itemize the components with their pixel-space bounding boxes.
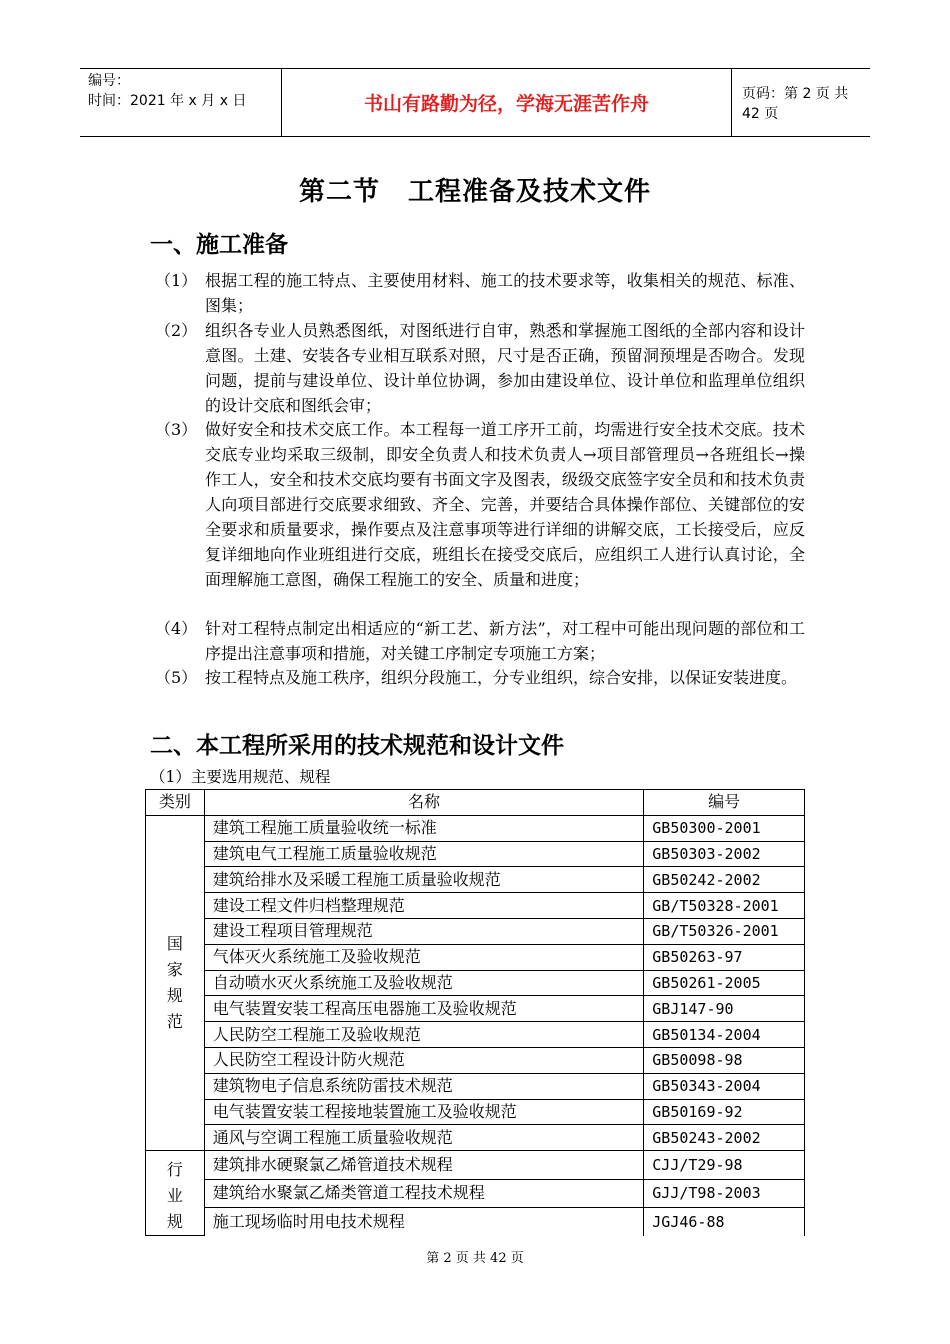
section2-heading: 二、本工程所采用的技术规范和设计文件 (150, 733, 564, 759)
page-footer: 第 2 页 共 42 页 (426, 1251, 524, 1266)
standard-code: GB50098-98 (644, 1047, 805, 1073)
item-text: 根据工程的施工特点、主要使用材料、施工的技术要求等，收集相关的规范、标准、图集； (205, 271, 805, 315)
table-caption: （1）主要选用规范、规程 (150, 768, 331, 786)
table-row (146, 1179, 805, 1208)
standard-code: GB50263-97 (644, 944, 805, 970)
section1-heading: 一、施工准备 (150, 232, 288, 258)
standard-code: GB50303-2002 (644, 841, 805, 867)
national-rows (146, 815, 805, 1150)
table-row (146, 996, 805, 1022)
standard-code: CJJ/T29-98 (644, 1151, 805, 1180)
header-code: 编号 (644, 790, 805, 816)
number-label: 编号： (88, 73, 130, 89)
table-row (146, 1125, 805, 1151)
standard-name: 建筑给水聚氯乙烯类管道工程技术规程 (204, 1179, 644, 1208)
standard-name: 建设工程项目管理规范 (204, 918, 644, 944)
list-item (155, 616, 805, 666)
title-section-name: 工程准备及技术文件 (408, 177, 652, 207)
page-header (80, 68, 870, 137)
standard-code: GB50243-2002 (644, 1125, 805, 1151)
item-number: （2） (155, 321, 198, 340)
table-row (146, 944, 805, 970)
standard-name: 自动喷水灭火系统施工及验收规范 (204, 970, 644, 996)
industry-rows (146, 1151, 805, 1236)
table-row (146, 1073, 805, 1099)
standard-name: 通风与空调工程施工质量验收规范 (204, 1125, 644, 1151)
standard-code: GB/T50328-2001 (644, 893, 805, 919)
standards-table (145, 789, 805, 1236)
standard-code: GB50169-92 (644, 1099, 805, 1125)
standard-code: GB50343-2004 (644, 1073, 805, 1099)
title-section-number: 第二节 (298, 177, 380, 207)
standard-code: JGJ46-88 (644, 1208, 805, 1236)
standard-name: 人民防空工程设计防火规范 (204, 1047, 644, 1073)
category-cell (146, 815, 205, 1150)
list-item (155, 417, 805, 592)
table-row (146, 1151, 805, 1180)
standard-name: 电气装置安装工程接地装置施工及验收规范 (204, 1099, 644, 1125)
standard-name: 气体灭火系统施工及验收规范 (204, 944, 644, 970)
table-row (146, 970, 805, 996)
item-number: （3） (155, 420, 198, 439)
header-motto: 书山有路勤为径，学海无涯苦作舟 (282, 69, 732, 136)
standard-name: 建筑排水硬聚氯乙烯管道技术规程 (204, 1151, 644, 1180)
item-text: 做好安全和技术交底工作。本工程每一道工序开工前，均需进行安全技术交底。技术交底专业均采取三级制，即安全负责人和技术负责人→项目部管理员→各班组长→操作工人，安全和技术交底均要有书面文字及图表，级级交底签字安全员和和技术负责人向项目部进行交底要求细致、齐全、完善，并要结合具体操作部位、关键部位的安全要求和质量要求，操作要点及注意事项等进行详细的讲解交底，工长接受后，应反复详细地向作业班组进行交底，班组长在接受交底后，应组织工人进行认真讨论，全面理解施工意图，确保工程施工的安全、质量和进度； (205, 420, 805, 589)
list-item (155, 268, 805, 318)
standard-name: 人民防空工程施工及验收规范 (204, 1022, 644, 1048)
table-row (146, 815, 805, 841)
standard-code: GB50134-2004 (644, 1022, 805, 1048)
item-text: 组织各专业人员熟悉图纸，对图纸进行自审，熟悉和掌握施工图纸的全部内容和设计意图。土建、安装各专业相互联系对照，尺寸是否正确，预留洞预埋是否吻合。发现问题，提前与建设单位、设计单位协调，参加由建设单位、设计单位和监理单位组织的设计交底和图纸会审； (205, 321, 805, 415)
category-label: 行业规 (166, 1160, 183, 1232)
table-row (146, 841, 805, 867)
standard-code: GB50242-2002 (644, 867, 805, 893)
standard-name: 电气装置安装工程高压电器施工及验收规范 (204, 996, 644, 1022)
standard-name: 建筑工程施工质量验收统一标准 (204, 815, 644, 841)
standard-code: GB50261-2005 (644, 970, 805, 996)
list-item (155, 318, 805, 418)
item-text: 针对工程特点制定出相适应的“新工艺、新方法”，对工程中可能出现问题的部位和工序提出注意事项和措施，对关键工序制定专项施工方案； (205, 619, 805, 663)
standard-name: 建设工程文件归档整理规范 (204, 893, 644, 919)
table-row (146, 1047, 805, 1073)
header-meta (80, 69, 282, 136)
header-page-info: 页码：第 2 页 共 42 页 (742, 85, 849, 122)
item-text: 按工程特点及施工秩序，组织分段施工，分专业组织，综合安排，以保证安装进度。 (205, 668, 798, 687)
table-row (146, 1208, 805, 1236)
table-row (146, 1022, 805, 1048)
header-category: 类别 (146, 790, 205, 816)
standard-name: 施工现场临时用电技术规程 (204, 1208, 644, 1236)
category-cell (146, 1151, 205, 1236)
standard-code: GJJ/T98-2003 (644, 1179, 805, 1208)
standard-code: GB/T50326-2001 (644, 918, 805, 944)
item-number: （4） (155, 619, 198, 638)
standard-name: 建筑给排水及采暖工程施工质量验收规范 (204, 867, 644, 893)
item-number: （1） (155, 271, 198, 290)
table-row (146, 867, 805, 893)
table-row (146, 893, 805, 919)
header-name: 名称 (204, 790, 644, 816)
table-row (146, 918, 805, 944)
item-number: （5） (155, 668, 198, 687)
standard-code: GB50300-2001 (644, 815, 805, 841)
time-label: 时间：2021 年 x 月 x 日 (88, 93, 247, 109)
table-header-row (146, 790, 805, 816)
standard-name: 建筑物电子信息系统防雷技术规范 (204, 1073, 644, 1099)
page-title (0, 171, 950, 208)
category-label: 国家规范 (166, 933, 183, 1031)
standard-code: GBJ147-90 (644, 996, 805, 1022)
standard-name: 建筑电气工程施工质量验收规范 (204, 841, 644, 867)
table-row (146, 1099, 805, 1125)
list-item (155, 665, 805, 690)
